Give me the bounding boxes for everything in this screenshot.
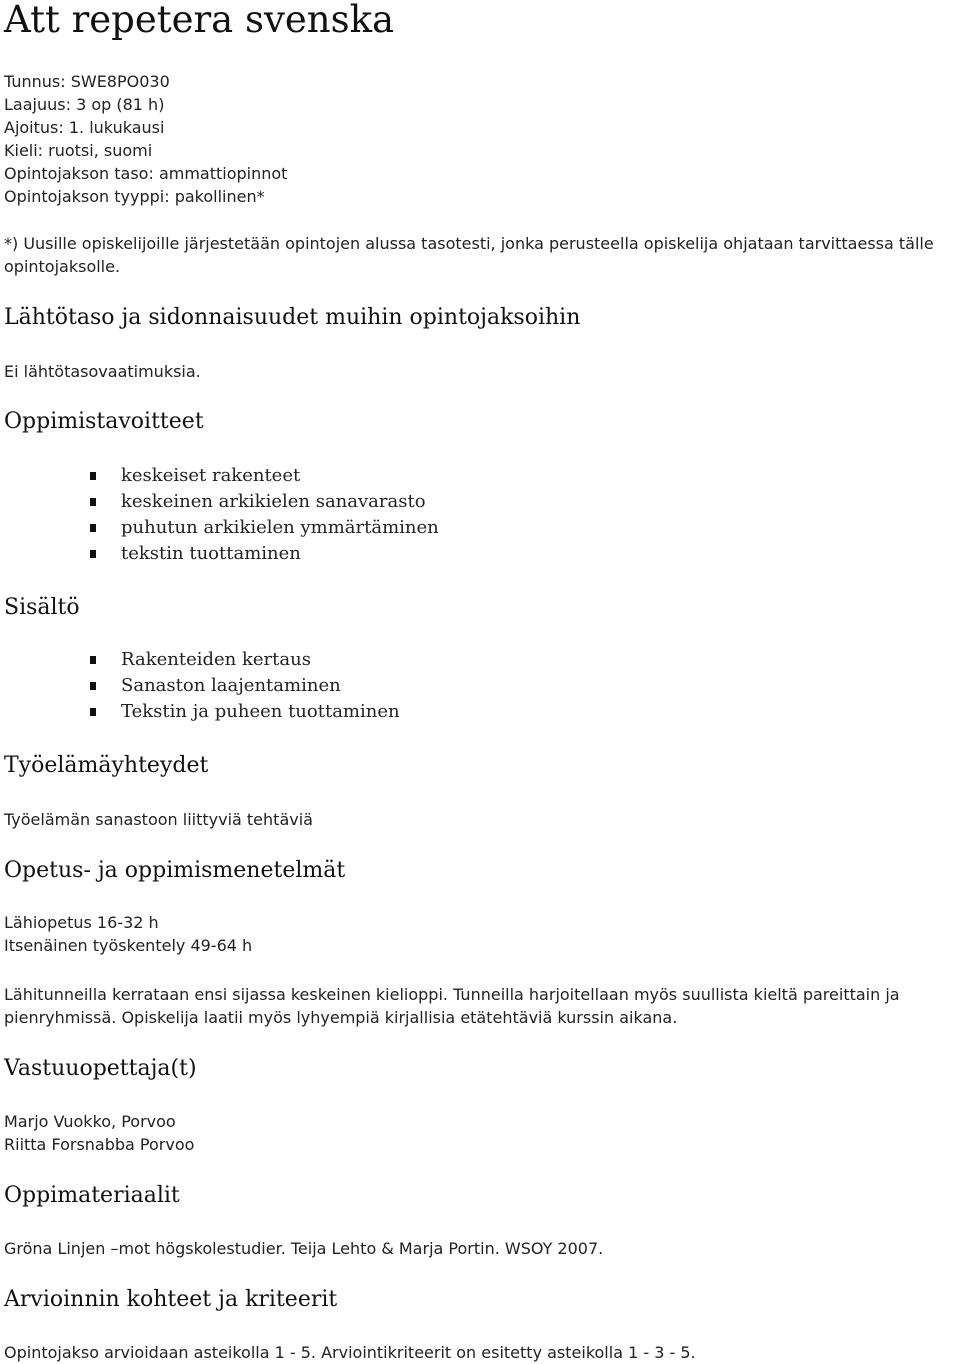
content-list — [4, 647, 400, 725]
methods-independent-hours: Itsenäinen työskentely 49-64 h — [4, 936, 253, 955]
list-item: keskeiset rakenteet — [121, 463, 439, 489]
materials-heading: Oppimateriaalit — [4, 1183, 180, 1208]
objectives-list — [4, 463, 439, 567]
meta-type: Opintojakson tyyppi: pakollinen* — [4, 187, 265, 206]
teachers-heading: Vastuuopettaja(t) — [4, 1056, 197, 1081]
assessment-heading: Arvioinnin kohteet ja kriteerit — [4, 1287, 338, 1312]
teachers-list — [4, 1110, 194, 1156]
objectives-heading: Oppimistavoitteet — [4, 409, 204, 434]
meta-level: Opintojakson taso: ammattiopinnot — [4, 164, 288, 183]
list-item: Sanaston laajentaminen — [121, 673, 400, 699]
materials-text: Gröna Linjen –mot högskolestudier. Teija Lehto & Marja Portin. WSOY 2007. — [4, 1239, 604, 1258]
assessment-text: Opintojakso arvioidaan asteikolla 1 - 5. Arviointikriteerit on esitetty asteikolla 1 - 3 - 5. — [4, 1343, 696, 1362]
list-item: Rakenteiden kertaus — [121, 647, 400, 673]
list-item: keskeinen arkikielen sanavarasto — [121, 489, 439, 515]
list-item: Tekstin ja puheen tuottaminen — [121, 699, 400, 725]
teacher-name: Marjo Vuokko, Porvoo — [4, 1112, 176, 1131]
worklife-text: Työelämän sanastoon liittyviä tehtäviä — [4, 810, 313, 829]
list-item: tekstin tuottaminen — [121, 541, 439, 567]
worklife-heading: Työelämäyhteydet — [4, 753, 209, 778]
content-heading: Sisältö — [4, 595, 80, 620]
meta-scope: Laajuus: 3 op (81 h) — [4, 95, 165, 114]
meta-timing: Ajoitus: 1. lukukausi — [4, 118, 165, 137]
page-title: Att repetera svenska — [4, 0, 395, 41]
meta-code: Tunnus: SWE8PO030 — [4, 72, 170, 91]
course-meta — [4, 70, 287, 208]
meta-language: Kieli: ruotsi, suomi — [4, 141, 153, 160]
methods-paragraph: Lähitunneilla kerrataan ensi sijassa keskeinen kielioppi. Tunneilla harjoitellaan myös suullista kieltä pareittain ja pienryhmissä. Opiskelija laatii myös lyhyempiä kirjallisia etätehtäviä kurssin aikana. — [4, 985, 900, 1027]
prerequisites-text: Ei lähtötasovaatimuksia. — [4, 362, 201, 381]
methods-heading: Opetus- ja oppimismenetelmät — [4, 858, 346, 883]
prerequisites-heading: Lähtötaso ja sidonnaisuudet muihin opintojaksoihin — [4, 305, 581, 330]
placement-note: *) Uusille opiskelijoille järjestetään opintojen alussa tasotesti, jonka perusteella opiskelija ohjataan tarvittaessa tälle opintojaksolle. — [4, 234, 934, 276]
teacher-name: Riitta Forsnabba Porvoo — [4, 1135, 195, 1154]
methods-hours — [4, 911, 252, 957]
list-item: puhutun arkikielen ymmärtäminen — [121, 515, 439, 541]
methods-contact-hours: Lähiopetus 16-32 h — [4, 913, 159, 932]
